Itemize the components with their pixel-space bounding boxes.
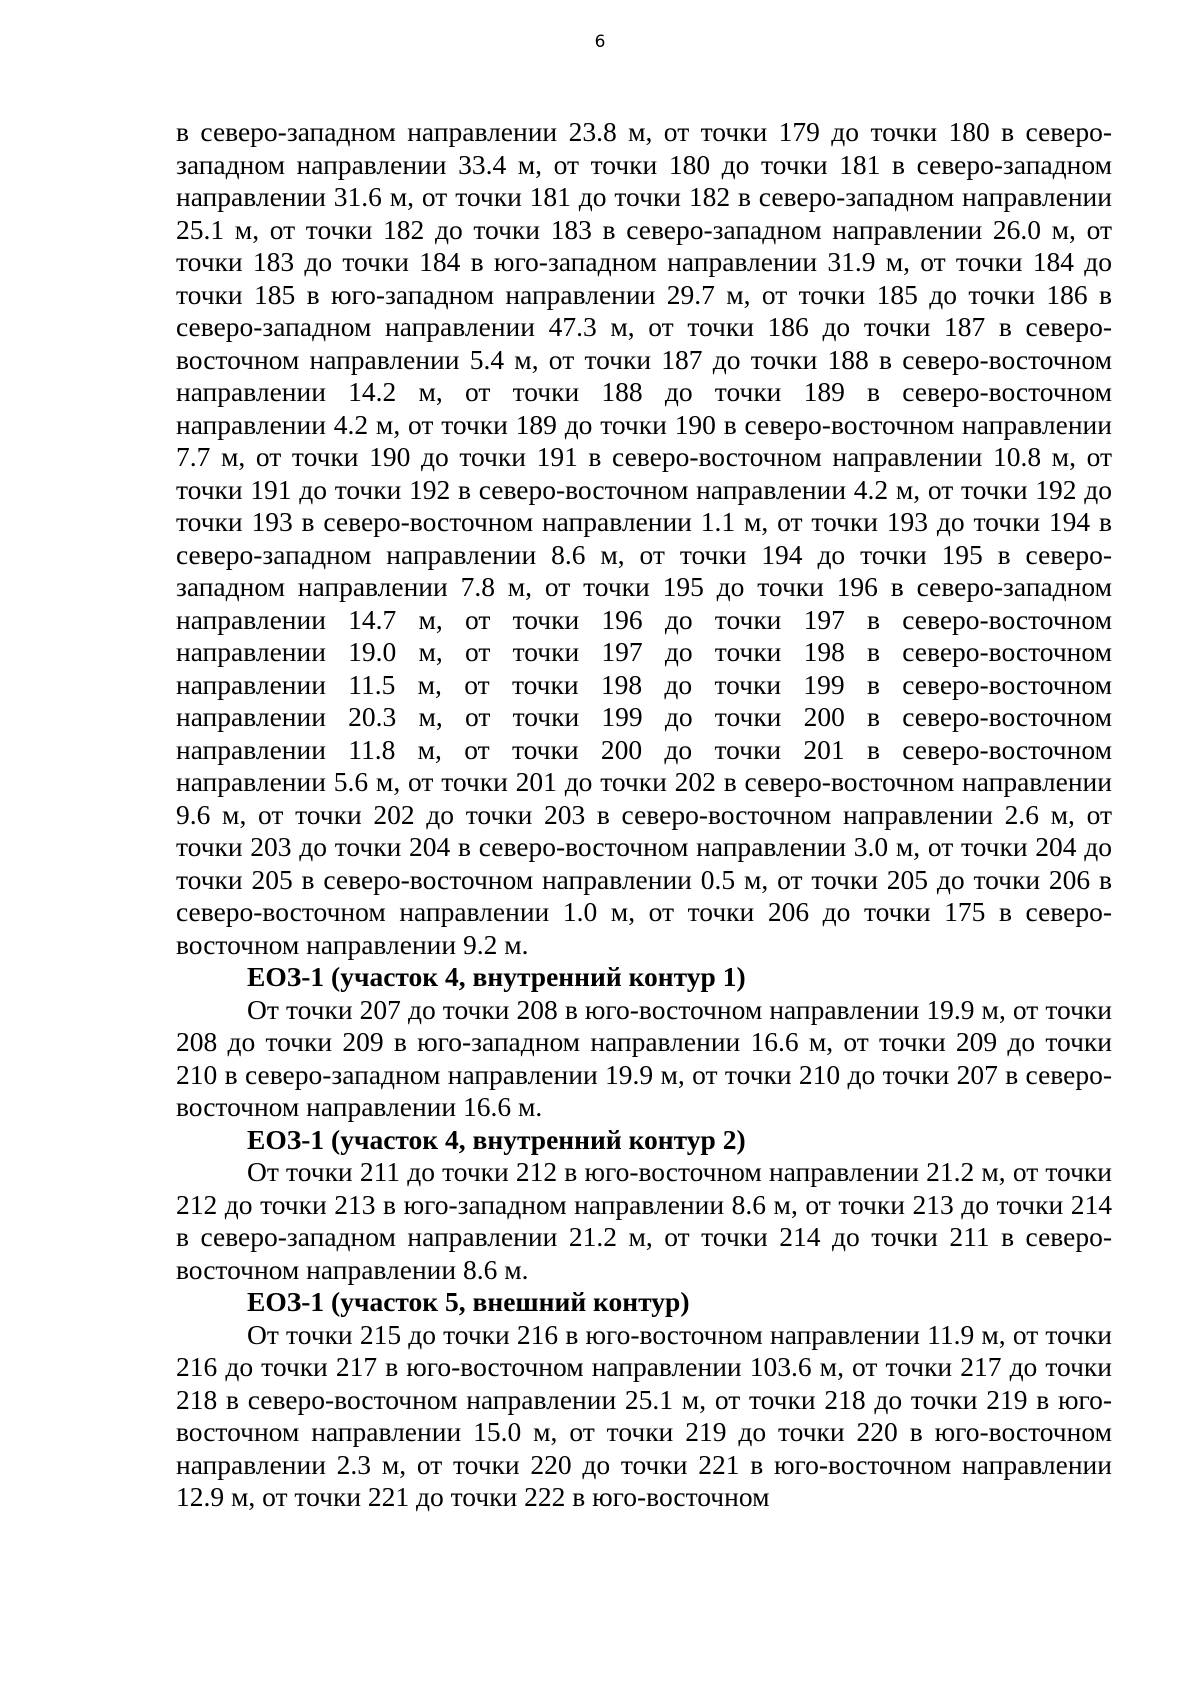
- section-heading-plot-4-inner-contour-1: ЕОЗ-1 (участок 4, внутренний контур 1): [247, 961, 746, 992]
- document-body: [176, 116, 1112, 1514]
- page-number: 6: [594, 32, 606, 52]
- section-paragraph-plot-4-inner-contour-2: От точки 211 до точки 212 в юго-восточном направлении 21.2 м, от точки 212 до точки 213 в юго-западном направлении 8.6 м, от точки 213 до точки 214 в северо-западном направлении 21.2 м, от точки 214 до точки 211 в северо-восточном направлении 8.6 м.: [176, 1156, 1112, 1285]
- section-paragraph-plot-4-inner-contour-1: От точки 207 до точки 208 в юго-восточном направлении 19.9 м, от точки 208 до точки 209 в юго-западном направлении 16.6 м, от точки 209 до точки 210 в северо-западном направлении 19.9 м, от точки 210 до точки 207 в северо-восточном направлении 16.6 м.: [176, 993, 1112, 1122]
- section-heading-plot-5-outer-contour: ЕОЗ-1 (участок 5, внешний контур): [247, 1286, 690, 1317]
- section-paragraph-plot-5-outer-contour: От точки 215 до точки 216 в юго-восточном направлении 11.9 м, от точки 216 до точки 217 в юго-восточном направлении 103.6 м, от точки 217 до точки 218 в северо-восточном направлении 25.1 м, от точки 218 до точки 219 в юго-восточном направлении 15.0 м, от точки 219 до точки 220 в юго-восточном направлении 2.3 м, от точки 220 до точки 221 в юго-восточном направлении 12.9 м, от точки 221 до точки 222 в юго-восточном: [176, 1318, 1112, 1512]
- section-heading-plot-4-inner-contour-2: ЕОЗ-1 (участок 4, внутренний контур 2): [247, 1123, 746, 1155]
- continuation-paragraph: в северо-западном направлении 23.8 м, от точки 179 до точки 180 в северо-западном направлении 33.4 м, от точки 180 до точки 181 в северо-западном направлении 31.6 м, от точки 181 до точки 182 в северо-западном направлении 25.1 м, от точки 182 до точки 183 в северо-западном направлении 26.0 м, от точки 183 до точки 184 в юго-западном направлении 31.9 м, от точки 184 до точки 185 в юго-западном направлении 29.7 м, от точки 185 до точки 186 в северо-западном направлении 47.3 м, от точки 186 до точки 187 в северо-восточном направлении 5.4 м, от точки 187 до точки 188 в северо-восточном направлении 14.2 м, от точки 188 до точки 189 в северо-восточном направлении 4.2 м, от точки 189 до точки 190 в северо-восточном направлении 7.7 м, от точки 190 до точки 191 в северо-восточном направлении 10.8 м, от точки 191 до точки 192 в северо-восточном направлении 4.2 м, от точки 192 до точки 193 в северо-восточном направлении 1.1 м, от точки 193 до точки 194 в северо-западном направлении 8.6 м, от точки 194 до точки 195 в северо-западном направлении 7.8 м, от точки 195 до точки 196 в северо-западном направлении 14.7 м, от точки 196 до точки 197 в северо-восточном направлении 19.0 м, от точки 197 до точки 198 в северо-восточном направлении 11.5 м, от точки 198 до точки 199 в северо-восточном направлении 20.3 м, от точки 199 до точки 200 в северо-восточном направлении 11.8 м, от точки 200 до точки 201 в северо-восточном направлении 5.6 м, от точки 201 до точки 202 в северо-восточном направлении 9.6 м, от точки 202 до точки 203 в северо-восточном направлении 2.6 м, от точки 203 до точки 204 в северо-восточном направлении 3.0 м, от точки 204 до точки 205 в северо-восточном направлении 0.5 м, от точки 205 до точки 206 в северо-восточном направлении 1.0 м, от точки 206 до точки 175 в северо-восточном направлении 9.2 м.: [176, 116, 1112, 960]
